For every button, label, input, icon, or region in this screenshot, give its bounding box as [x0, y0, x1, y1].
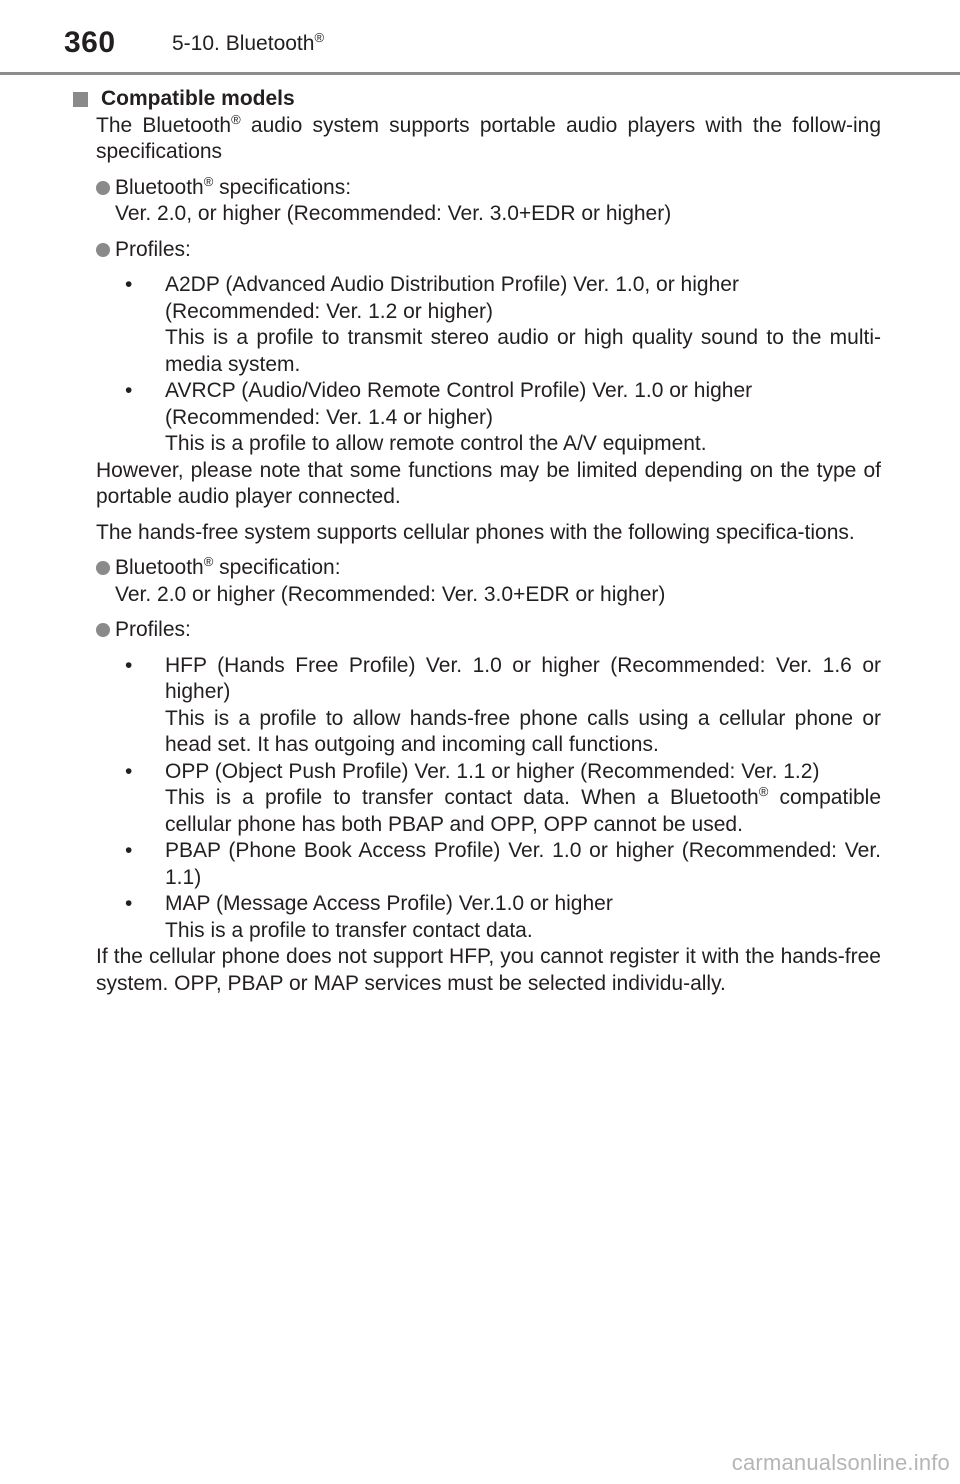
profile-name: OPP (Object Push Profile) Ver. 1.1 or higher (Recommended: Ver. 1.2) [165, 759, 820, 783]
audio-spec-text [115, 175, 881, 228]
audio-intro-pre: The Bluetooth [96, 113, 232, 137]
registered-mark: ® [314, 30, 325, 45]
registered-mark: ® [231, 111, 241, 127]
audio-spec-label-post: specifications: [213, 175, 352, 199]
audio-note: However, please note that some functions may be limited depending on the type of portable audio player connected. [96, 458, 881, 508]
phone-spec-label-pre: Bluetooth [115, 556, 204, 579]
page-number: 360 [64, 26, 116, 59]
phone-profiles-item [96, 617, 881, 644]
audio-intro [96, 113, 881, 166]
circle-bullet-icon [96, 181, 110, 195]
profile-description [165, 785, 881, 838]
profile-description-post: compatible cellular phone has both PBAP and OPP, OPP cannot be used. [165, 786, 882, 836]
registered-mark: ® [203, 173, 214, 189]
profile-name: HFP (Hands Free Profile) Ver. 1.0 or higher (Recommended: Ver. 1.6 or higher) [165, 653, 881, 703]
page-content [73, 86, 881, 997]
dot-bullet: • [125, 653, 133, 677]
audio-spec-item [96, 175, 881, 228]
registered-mark: ® [203, 554, 214, 569]
phone-spec-item [96, 555, 881, 608]
phone-profiles-list [115, 653, 881, 945]
section-heading [73, 86, 881, 113]
heading-text: Compatible models [101, 87, 295, 110]
profile-item-avrcp [125, 378, 881, 458]
phone-profiles-label: Profiles: [115, 618, 191, 641]
dot-bullet: • [125, 759, 133, 783]
audio-spec-value: Ver. 2.0, or higher (Recommended: Ver. 3.0+EDR or higher) [115, 202, 672, 225]
square-bullet-icon [73, 92, 88, 107]
profile-name: PBAP (Phone Book Access Profile) Ver. 1.0 or higher (Recommended: Ver. 1.1) [165, 839, 881, 889]
audio-profiles-label: Profiles: [115, 237, 191, 261]
header-divider [0, 72, 960, 75]
dot-bullet: • [125, 379, 133, 402]
phone-spec-value: Ver. 2.0 or higher (Recommended: Ver. 3.0+EDR or higher) [115, 582, 666, 606]
profile-item-map [125, 891, 881, 944]
profile-item-a2dp [125, 272, 881, 378]
profile-description: This is a profile to allow remote control the A/V equipment. [165, 432, 707, 455]
profile-name: A2DP (Advanced Audio Distribution Profile) Ver. 1.0, or higher [165, 273, 739, 296]
circle-bullet-icon [96, 243, 110, 257]
profile-item-hfp [125, 653, 881, 759]
phone-intro: The hands-free system supports cellular phones with the following specifica-tions. [96, 520, 855, 544]
section-title [172, 32, 324, 56]
phone-spec-label-post: specification: [213, 556, 341, 579]
circle-bullet-icon [96, 561, 110, 575]
audio-intro-post: audio system supports portable audio players with the follow-ing specifications [96, 113, 881, 163]
profile-recommended: (Recommended: Ver. 1.2 or higher) [165, 299, 494, 323]
profile-recommended: (Recommended: Ver. 1.4 or higher) [165, 405, 494, 429]
dot-bullet: • [125, 273, 133, 296]
profile-name: AVRCP (Audio/Video Remote Control Profile) Ver. 1.0 or higher [165, 379, 753, 402]
section-title-text: 5-10. Bluetooth [172, 32, 315, 55]
dot-bullet: • [125, 892, 133, 915]
profile-name: MAP (Message Access Profile) Ver.1.0 or higher [165, 892, 613, 915]
profile-description: This is a profile to allow hands-free phone calls using a cellular phone or head set. It has outgoing and incoming call functions. [165, 706, 881, 756]
dot-bullet: • [125, 839, 133, 862]
profile-item-pbap [125, 838, 881, 891]
audio-profiles-item [96, 237, 881, 264]
registered-mark: ® [758, 784, 769, 799]
profile-description: This is a profile to transfer contact data. [165, 918, 533, 942]
watermark: carmanualsonline.info [731, 1450, 950, 1475]
page-header [0, 0, 960, 76]
phone-note: If the cellular phone does not support HFP, you cannot register it with the hands-free system. OPP, PBAP or MAP services must be selected individu-ally. [96, 945, 881, 995]
profile-description-pre: This is a profile to transfer contact data. When a Bluetooth [165, 786, 759, 809]
phone-spec-text [115, 555, 881, 608]
profile-item-opp [125, 759, 881, 839]
audio-profiles-list [115, 272, 881, 458]
audio-spec-label-pre: Bluetooth [115, 175, 204, 199]
profile-description: This is a profile to transmit stereo audio or high quality sound to the multi-media system. [165, 326, 881, 376]
phone-spec-label [115, 555, 881, 582]
audio-spec-label [115, 175, 881, 202]
circle-bullet-icon [96, 623, 110, 637]
